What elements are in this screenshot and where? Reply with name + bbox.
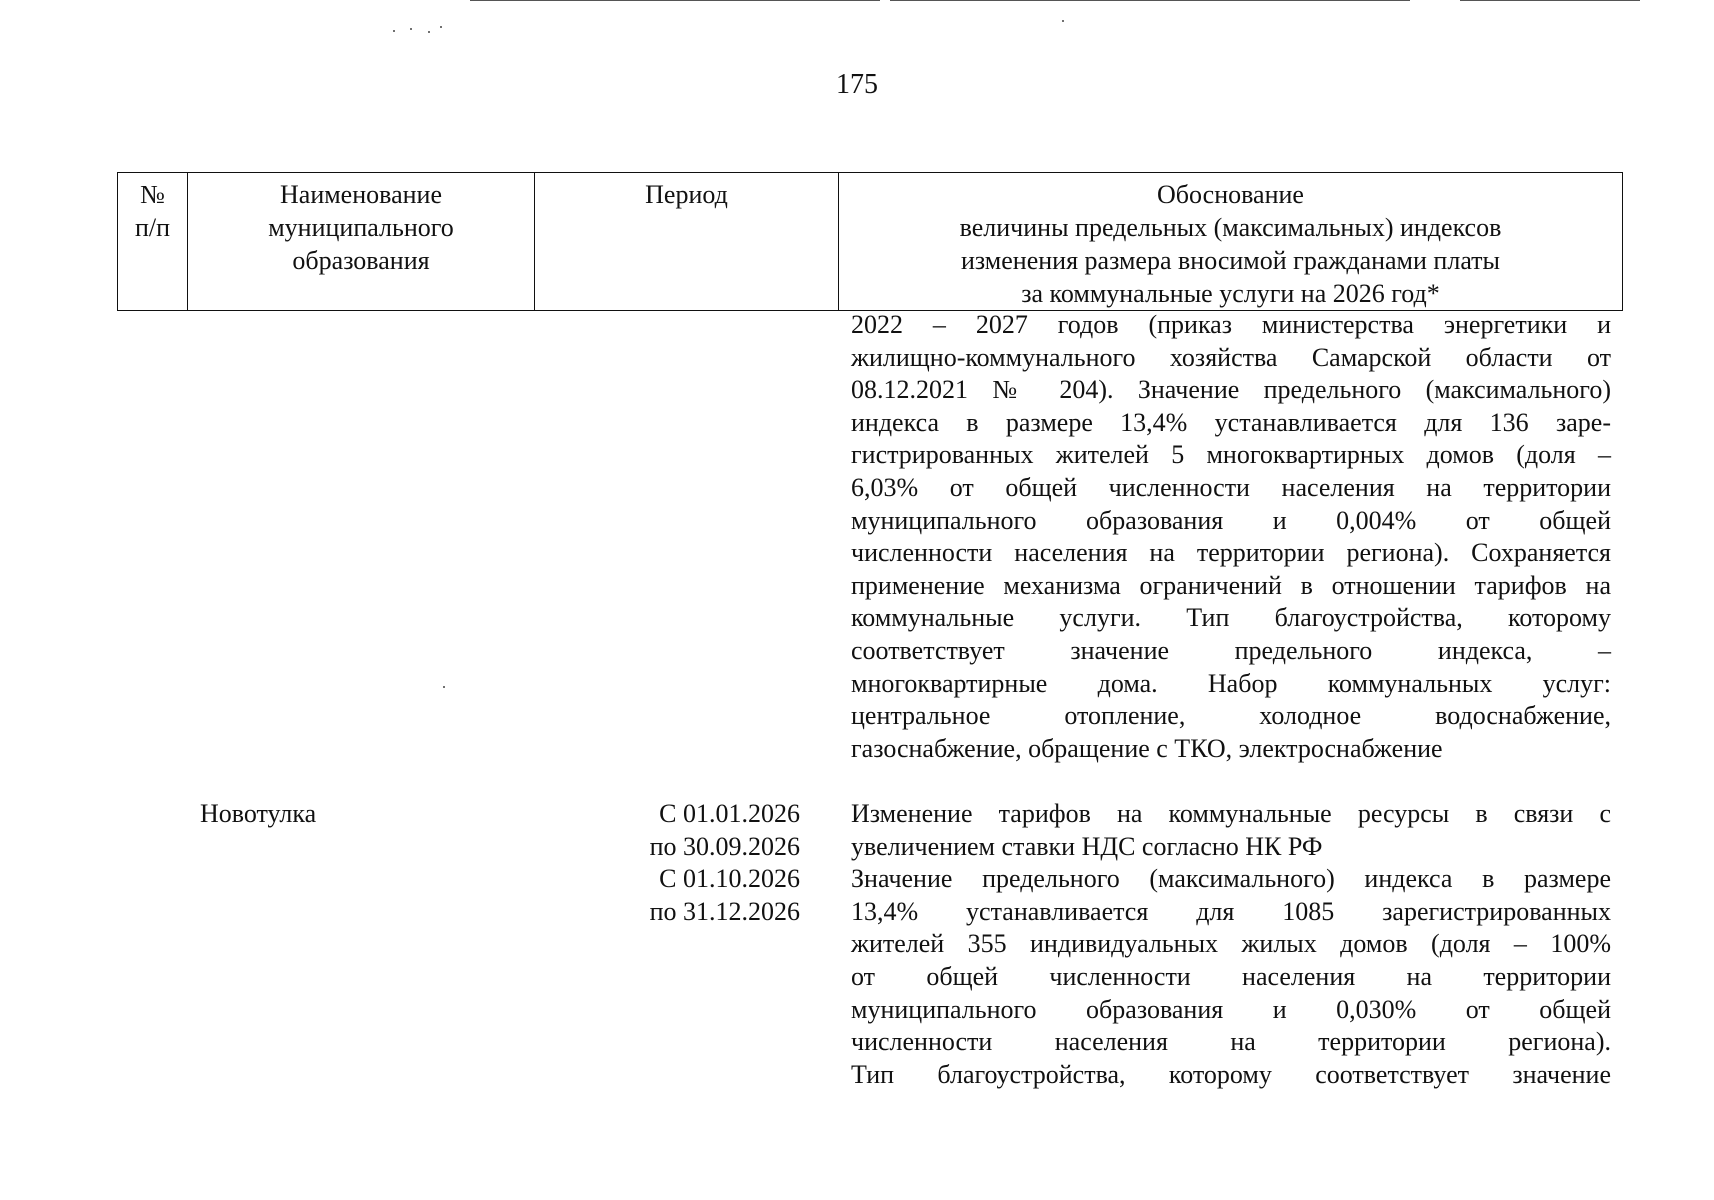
text-line: муниципального образования и 0,004% от общей — [851, 505, 1611, 535]
text-line: индекса в размере 13,4% устанавливается для 136 заре- — [851, 407, 1611, 437]
text-line: применение механизма ограничений в отношении тарифов на — [851, 570, 1611, 600]
header-text: образования — [292, 246, 430, 275]
text-line: 2022 – 2027 годов (приказ министерства энергетики и — [851, 310, 1611, 339]
text-line: 6,03% от общей численности населения на территории — [851, 472, 1611, 502]
header-text: Обоснование — [1157, 180, 1304, 209]
text-line: 13,4% устанавливается для 1085 зарегистрированных — [851, 896, 1611, 926]
table-header — [117, 172, 1623, 311]
scan-artifact-top-line — [1460, 0, 1640, 1]
header-cell-municipality — [188, 173, 535, 311]
header-text: Наименование — [280, 180, 442, 209]
text-line: жилищно-коммунального хозяйства Самарской области от — [851, 342, 1611, 372]
table-header-row — [118, 173, 1623, 311]
text-line: увеличением ставки НДС согласно НК РФ — [851, 831, 1323, 861]
period-line: по 30.09.2026 — [649, 831, 800, 861]
page-number: 175 — [836, 69, 878, 100]
scan-artifact-dot — [393, 30, 395, 32]
header-cell-number — [118, 173, 188, 311]
scan-artifact-dot — [443, 686, 445, 688]
text-line: от общей численности населения на территории — [851, 961, 1611, 991]
scan-artifact-dot — [428, 31, 430, 33]
text-line: многоквартирные дома. Набор коммунальных услуг: — [851, 668, 1611, 698]
text-line: численности населения на территории региона). Сохраняется — [851, 538, 1611, 568]
text-line: Изменение тарифов на коммунальные ресурсы в связи с — [851, 799, 1611, 828]
justification-novotulka — [851, 798, 1611, 1091]
header-text: величины предельных (максимальных) индексов — [959, 213, 1502, 242]
text-line: муниципального образования и 0,030% от общей — [851, 994, 1611, 1024]
text-line: соответствует значение предельного индекса, – — [851, 635, 1611, 665]
period-list — [580, 798, 800, 928]
period-line: С 01.10.2026 — [659, 864, 800, 894]
text-line: Значение предельного (максимального) индекса в размере — [851, 864, 1611, 894]
text-line: 08.12.2021 № 204). Значение предельного (максимального) — [851, 375, 1611, 405]
header-text: Период — [645, 180, 728, 209]
scan-artifact-dot — [1062, 20, 1064, 22]
period-line: С 01.01.2026 — [659, 799, 800, 828]
header-text: № — [140, 180, 165, 209]
header-text: муниципального — [268, 213, 454, 242]
justification-continuation — [851, 309, 1611, 765]
scan-artifact-dot — [440, 26, 442, 28]
header-text: за коммунальные услуги на 2026 год* — [1021, 279, 1440, 308]
text-line: численности населения на территории региона). — [851, 1027, 1611, 1057]
scan-artifact-top-line — [470, 0, 880, 1]
text-line: жителей 355 индивидуальных жилых домов (доля – 100% — [851, 929, 1611, 959]
text-line: коммунальные услуги. Тип благоустройства, которому — [851, 603, 1611, 633]
text-line: центральное отопление, холодное водоснабжение, — [851, 701, 1611, 731]
header-text: изменения размера вносимой гражданами платы — [960, 246, 1501, 275]
municipality-name: Новотулка — [200, 799, 317, 828]
text-line: гистрированных жителей 5 многоквартирных домов (доля – — [851, 440, 1611, 470]
header-cell-period — [535, 173, 839, 311]
scan-artifact-top-line — [890, 0, 1410, 1]
text-line: Тип благоустройства, которому соответствует значение — [851, 1059, 1611, 1089]
period-line: по 31.12.2026 — [649, 896, 800, 926]
scan-artifact-dot — [410, 28, 412, 30]
header-cell-justification — [839, 173, 1623, 311]
text-line: газоснабжение, обращение с ТКО, электроснабжение — [851, 733, 1443, 763]
header-text: п/п — [134, 213, 171, 242]
